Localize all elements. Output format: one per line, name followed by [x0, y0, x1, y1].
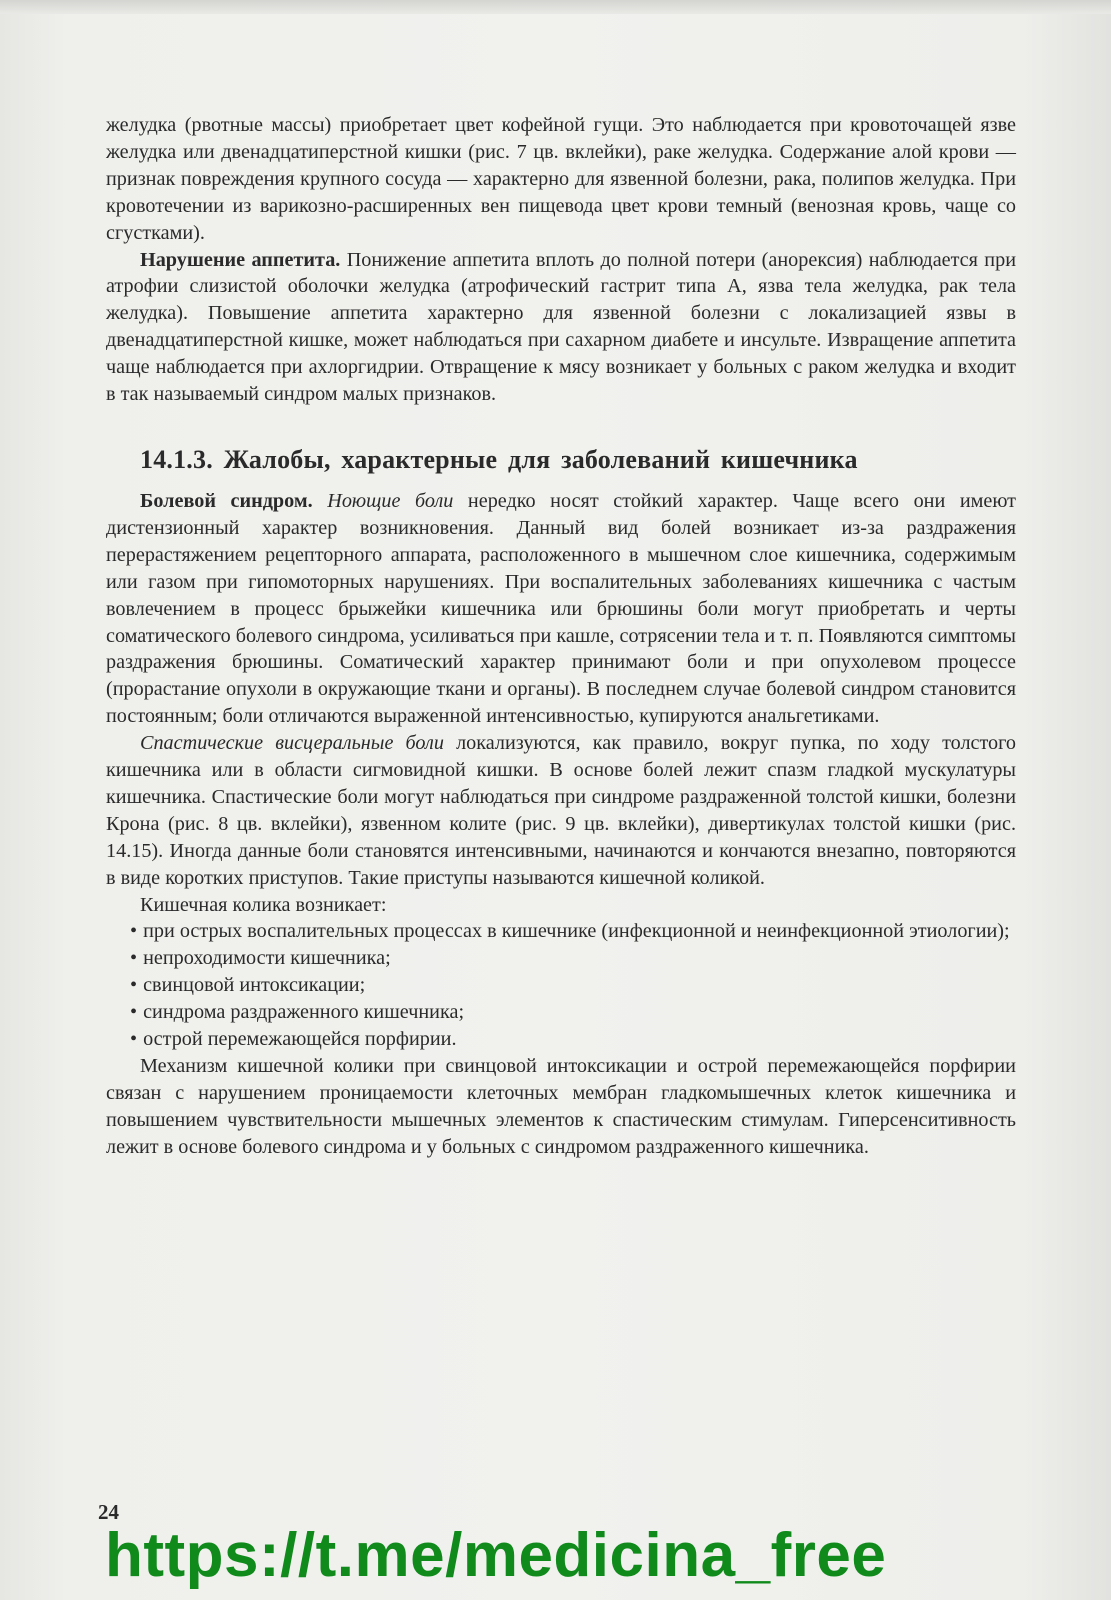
- appetite-lead: Нарушение аппетита.: [140, 248, 341, 271]
- paragraph-spastic-pain: [106, 730, 1016, 891]
- appetite-text: Понижение аппетита вплоть до полной потери (анорексия) наблюдается при атрофии слизистой оболочки желудка (атрофический гастрит типа А, язва тела желудка, рак тела желудка). Повышение аппетита характерно для язвенной болезни с локализацией язвы в двенадцатиперстной кишке, может наблюдаться при сахарном диабете и инсульте. Извращение аппетита чаще наблюдается при ахлоргидрии. Отвращение к мясу возникает у больных с раком желудка и входит в так называемый синдром малых признаков.: [106, 248, 1016, 406]
- paragraph-colic-mechanism: Механизм кишечной колики при свинцовой интоксикации и острой перемежающейся порфирии связан с нарушением проницаемости клеточных мембран гладкомышечных клеток кишечника и повышением чувствительности мышечных элементов к спастическим стимулам. Гиперсенситивность лежит в основе болевого синдрома и у больных с синдромом раздраженного кишечника.: [106, 1055, 1016, 1158]
- list-item: • синдрома раздраженного кишечника;: [130, 1001, 465, 1024]
- paragraph-colic-intro: Кишечная колика возникает:: [140, 893, 387, 916]
- bullet-icon: •: [130, 1001, 138, 1024]
- pain-text: нередко носят стойкий характер. Чаще всего они имеют дистензионный характер возникновения. Данный вид болей возникает из-за раздражения перерастяжением рецепторного аппарата, расположенного в мышечном слое кишечника, содержимым или газом при гипомоторных нарушениях. При воспалительных заболеваниях кишечника с частым вовлечением в процесс брыжейки кишечника или брюшины боли могут приобретать и черты соматического болевого синдрома, усиливаться при кашле, сотрясении тела и т. п. Появляются симптомы раздражения брюшины. Соматический характер принимают боли и при опухолевом процессе (прорастание опухоли в окружающие ткани и органы). В последнем случае болевой синдром становится постоянным; боли отличаются выраженной интенсивностью, купируются анальгетиками.: [106, 489, 1017, 728]
- spastic-italic: Спастические висцеральные боли: [140, 732, 444, 755]
- paragraph-vomit-color: желудка (рвотные массы) приобретает цвет кофейной гущи. Это наблюдается при кровоточащей язве желудка или двенадцатиперстной кишки (рис. 7 цв. вклейки), раке желудка. Содержание алой крови — признак повреждения крупного сосуда — характерно для язвенной болезни, рака, полипов желудка. При кровотечении из варикозно-расширенных вен пищевода цвет крови темный (венозная кровь, чаще со сгустками).: [106, 114, 1016, 244]
- bullet-icon: •: [130, 1028, 138, 1051]
- pain-lead: Болевой синдром.: [140, 489, 313, 512]
- watermark-link[interactable]: https://t.me/medicina_free: [105, 1521, 887, 1590]
- paragraph-pain-syndrome: [106, 488, 1016, 730]
- bullet-icon: •: [130, 947, 138, 970]
- page-content: [106, 112, 1016, 1161]
- page-top-edge: [0, 0, 1111, 14]
- list-item: • свинцовой интоксикации;: [130, 974, 366, 997]
- page-number: 24: [98, 1500, 119, 1524]
- list-item: • непроходимости кишечника;: [130, 947, 391, 970]
- section-heading: 14.1.3. Жалобы, характерные для заболеваний кишечника: [140, 444, 858, 474]
- bullet-icon: •: [130, 920, 138, 943]
- list-item: • при острых воспалительных процессах в кишечнике (инфекционной и неинфекционной этиологии);: [130, 920, 1010, 943]
- bullet-icon: •: [130, 974, 138, 997]
- spastic-text: локализуются, как правило, вокруг пупка, по ходу толстого кишечника или в области сигмовидной кишки. В основе болей лежит спазм гладкой мускулатуры кишечника. Спастические боли могут наблюдаться при синдроме раздраженной толстой кишки, болезни Крона (рис. 8 цв. вклейки), язвенном колите (рис. 9 цв. вклейки), дивертикулах толстой кишки (рис. 14.15). Иногда данные боли становятся интенсивными, начинаются и кончаются внезапно, повторяются в виде коротких приступов. Такие приступы называются кишечной коликой.: [106, 732, 1017, 889]
- colic-causes-list: [106, 918, 1016, 1053]
- paragraph-appetite: [106, 247, 1016, 408]
- pain-italic: Ноющие боли: [327, 489, 454, 512]
- list-item: • острой перемежающейся порфирии.: [130, 1028, 457, 1051]
